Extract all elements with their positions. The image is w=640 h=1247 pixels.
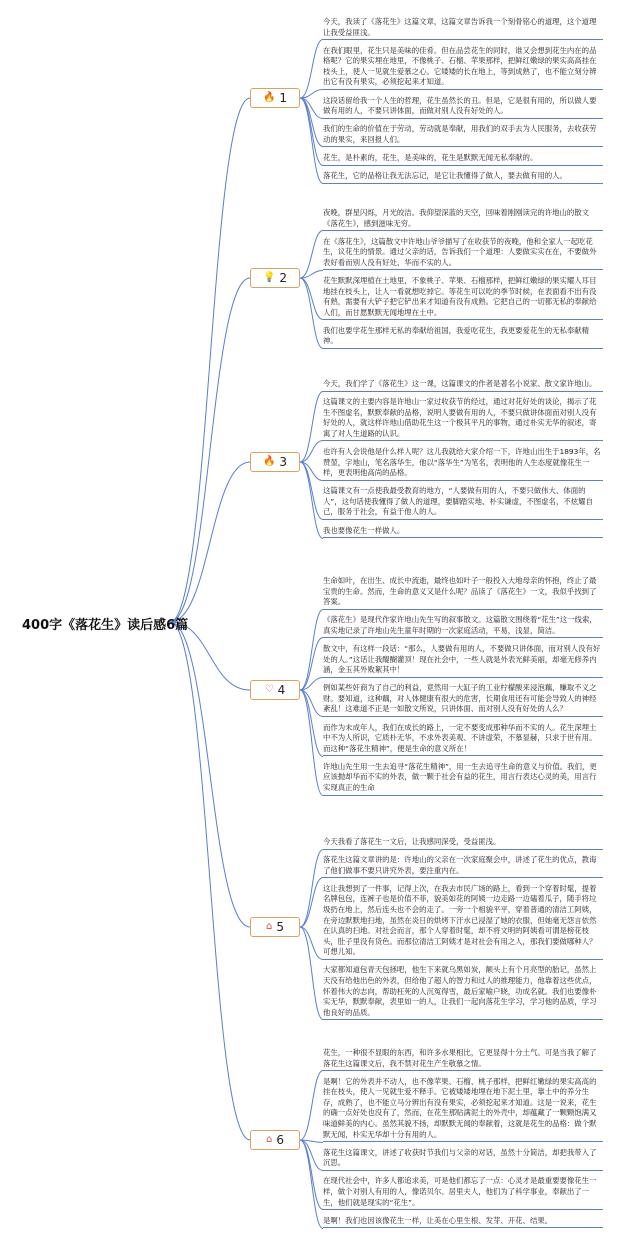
paragraph-leaf: 花生默默深埋植在土地里，不象桃子、苹果、石榴那样，把鲜红嫩绿的果实耀人耳目地挂在枝头上，让人一看就想吃掉它。等花生可以吃的季节时候，在表面看不出有没有熟，需要有大铲子把它铲出来才知道有没有成熟。它把自己的一切都无私的奉献给人们，而甘愿默默无闻地埋在土中。 [323,275,603,320]
topic-node-5[interactable] [250,917,300,937]
paragraph-leaf: 这让我想到了一件事，记得上次，在我去市民广场的路上，看到一个穿着时髦，提着名牌包包，连裤子也是价值不菲，貌美如花的阿姨一边走路一边磕着瓜子，随手将垃圾扔在地上，然后连头也不会的走了。一旁一个相貌平平，穿着普通的清洁工阿姨，在旁边默默地扫地，虽然在炎日的烘烤下汗水已浸湿了她的衣服，但她毫无怨言依然在认真的扫地。对社会而言，那个人穿着时髦，却不将文明的阿姨看可谓是榜花枝头，肚子里没有货色。而那位清洁工阿姨才是对社会有用之人，那我们要做哪种人？可想儿知。 [323,883,603,960]
topic-6-paragraphs [323,1047,603,1233]
paragraph-leaf: 生命如叶，在出生、成长中流逝，最终也如叶子一般投入大地母亲的怀抱，终止了最宝贵的生命。然而，生命的意义又是什么呢？品读了《落花生》一文，我似乎找到了答案。 [323,575,603,610]
topic-4-paragraphs [323,575,603,800]
topic-3-paragraphs [323,378,603,543]
paragraph-leaf: 落花生这篇文章讲的是：许地山的父亲在一次家庭聚会中，讲述了花生的优点，教诲了他们做事不要只讲究外表，要注重内在。 [323,854,603,878]
leaf-branch-line [300,638,323,691]
paragraph-leaf: 在我们眼里，花生只是美味的佳肴。但在品尝花生的同时，谁又会想到花生内在的品格呢？它的果实埋在地里，不像桃子、石榴、苹果那样，把鲜红嫩绿的果实高高挂在枝头上，使人一见就生爱慕之心。它矮矮的长在地上，等到成熟了，也不能立刻分辨出它有没有果实，必须挖起来才知道。 [323,45,603,90]
paragraph-leaf: 散文中，有这样一段话：“那么，人要做有用的人，不要做只讲体面，而对别人没有好处的人。”这话让我醍醐灌顶！现在社会中，一些人就是外表光鲜美丽，却毫无修养内涵，金玉其外败絮其中！ [323,643,603,678]
paragraph-leaf: 花生，是朴素的，花生，是美味的，花生是默默无闻无私奉献的。 [323,152,603,166]
paragraph-leaf: 也许有人会说他是什么样人呢？这儿我就给大家介绍一下，许地山出生于1893年，名赞堃，字地山，笔名落华生，他以“落华生”为笔名，表明他的人生态度就像花生一样，更表明他高尚的品格。 [323,446,603,481]
topic-5-paragraphs [323,836,603,1025]
leaf-branch-line [300,98,323,184]
topic-node-6[interactable] [250,1130,300,1150]
leaf-branch-line [300,1140,323,1171]
house-icon: ⌂ [266,921,273,932]
leaf-branch-line [300,40,323,99]
paragraph-leaf: 大家都知道包青天包拯吧，他生下来就乌黑如炭，额头上有个月亮型的胎记，虽然上天没有给他出色的外表，但给他了超人的智力和过人的推理能力，他靠着这些优点，怀着伟大的志向，帮助枉死的人沉冤得雪，最后家喻户晓，功成名就。我们也要像朴实无华，默默奉献，表里如一的人，让我们一起向落花生学习，学习他的品质，学习他良好的品质。 [323,964,603,1020]
topic-2-paragraphs [323,207,603,354]
paragraph-leaf: 这篇课文的主要内容是许地山一家过收获节的经过，通过对花好处的谈论，揭示了花生不图虚名，默默奉献的品格，说明人要做有用的人，不要只做讲体面而对别人没有好处的人，就这样许地山借助花生这一个极其平凡的事物，通过朴实无华的叙述，寄寓了对人生道路的认识。 [323,396,603,441]
paragraph-leaf: 是啊！它的外表并不动人，也不像苹果、石榴、桃子那样，把鲜红嫩绿的果实高高的挂在枝头，使人一见就生爱不释手。它被矮矮地埋在地下泥土里，靠土中的养分生存，成熟了，也不能立马分辨出有没有果实，必须挖起来才知道。这是一说来，花生的确一点好处也没有了，然而，在花生那贴满泥土的外壳中，却蕴藏了一颗颗饱满又味道鲜美的内心。虽然其貌不扬，却默默无闻的奉献着，这就是花生的品格：做个默默无闻，朴实无华却十分有用的人。 [323,1076,603,1143]
root-branch-line [170,622,250,1140]
mindmap-root-title: 400字《落花生》读后感6篇 [22,618,189,633]
paragraph-leaf: 而作为未成年人，我们在成长的路上，一定不要变成那种华而不实的人。花生深埋土中不为人所识，它质朴无华，不求外表美观、不讲虚荣，不慕显赫，只求于世有用。而这种“落花生精神”，便是生命的意义所在！ [323,722,603,757]
topic-node-label: 3 [279,455,288,469]
leaf-branch-line [300,850,323,928]
topic-node-label: 2 [279,271,288,285]
topic-node-label: 4 [277,683,286,697]
topic-node-label: 5 [276,920,284,934]
leaf-branch-line [300,690,323,796]
paragraph-leaf: 《落花生》是现代作家许地山先生写的叙事散文。这篇散文围绕着“花生”这一线索，真实地记录了许地山先生童年时期的一次家庭活动，平易，浅显，简洁。 [323,614,603,638]
paragraph-leaf: 花生，一种很不显眼的东西，和许多水果相比，它更显得十分土气。可是当我了解了落花生这篇课文后，我不禁对花生产生敬慕之情。 [323,1047,603,1071]
paragraph-leaf: 许地山先生用一生去追寻“落花生精神”，用一生去追寻生命的意义与价值。我们，更应该抛却华而不实的外表，做一颗于社会有益的花生，用言行表达心灵的美，用言行实现真正的生命 [323,761,603,796]
leaf-branch-line [300,1071,323,1141]
paragraph-leaf: 夜晚，群星闪烁，月光皎洁。我仰望深蓝的天空，回味着刚刚读完的许地山的散文《落花生》，感到滋味无穷。 [323,207,603,231]
topic-node-2[interactable] [250,268,300,288]
fire-icon: 🔥 [262,92,276,103]
paragraph-leaf: 在现代社会中，许多人都追求美，可是他们都忘了一点：心灵才是最重要要像花生一样，做个对别人有用的人，像诺贝尔、居里夫人，他们为了科学事业，奉献出了一生，他们就是现实的“花生”。 [323,1175,603,1210]
paragraph-leaf: 今天，我读了《落花生》这篇文章，这篇文章告诉我一个刻骨铭心的道理，这个道理让我受益匪浅。 [323,16,603,40]
leaf-branch-line [300,441,323,463]
leaf-branch-line [300,1140,323,1210]
paragraph-leaf: 我也要像花生一样做人。 [323,525,603,539]
paragraph-leaf: 今天我看了落花生一文后，让我感同深受，受益匪浅。 [323,836,603,850]
paragraph-leaf: 这段话留给我一个人生的哲理，花生虽然长的丑。但是，它是很有用的，所以做人要做有用的人，不要只讲体面，而做对别人没有好处的人。 [323,95,603,119]
leaf-branch-line [300,878,323,928]
paragraph-leaf: 是啊！我们也因该像花生一样，让美在心里生根、发芽、开花、结果。 [323,1215,603,1229]
heart-icon: ♡ [264,684,274,695]
paragraph-leaf: 我们也要学花生那样无私的奉献给祖国，我爱吃花生，我更要爱花生的无私奉献精神。 [323,325,603,349]
fire-icon: 🔥 [262,456,276,467]
leaf-branch-line [300,278,323,349]
paragraph-leaf: 这篇课文有一点使我最受教育的地方，“人要做有用的人，不要只做伟大、体面的人”，这句话使我懂得了做人的道理，要脚踏实地、朴实谦虚，不图虚名，不炫耀自己，服务于社会，有益于他人的人。 [323,485,603,520]
leaf-branch-line [300,927,323,960]
topic-node-3[interactable] [250,452,300,472]
lightbulb-icon: 💡 [262,272,276,283]
topic-1-paragraphs [323,16,603,188]
topic-node-1[interactable] [250,88,300,108]
paragraph-leaf: 例如某些奸商为了自己的利益，竟然用一大缸子的工业柠檬酸来浸泡藕，赚取不义之财。要知道，这种藕，对人体健康有很大的危害，长期食用还有可能会导致人的神经紊乱！这难道不正是一如散文所说，只讲体面、而对别人没有好处的人么？ [323,682,603,717]
topic-node-label: 1 [279,91,288,105]
paragraph-leaf: 今天，我们学了《落花生》这一课，这篇课文的作者是著名小说家、散文家许地山。 [323,378,603,392]
topic-node-label: 6 [276,1133,284,1147]
leaf-branch-line [300,462,323,539]
paragraph-leaf: 在《落花生》，这篇散文中许地山爷爷描写了在收获节的夜晚，他和全家人一起吃花生，议花生的情景。通过父亲的话，告诉我们一个道理：人要做实实在在，不要做外表好看而别人没有好处、华而不实的人。 [323,236,603,271]
root-branch-line [170,462,250,622]
root-branch-line [170,278,250,622]
house-icon: ⌂ [266,1134,273,1145]
paragraph-leaf: 我们的生命的价值在于劳动，劳动就是奉献，用我们的双手去为人民服务，去收获劳动的果实，来回报人们。 [323,123,603,147]
paragraph-leaf: 落花生这篇课文，讲述了收获时节我们与父亲的对话，虽然十分简洁，却把我带入了沉思。 [323,1147,603,1171]
leaf-branch-line [300,690,323,757]
paragraph-leaf: 落花生，它的品格让我无法忘记，是它让我懂得了做人，要去做有用的人。 [323,170,603,184]
topic-node-4[interactable] [250,680,300,700]
